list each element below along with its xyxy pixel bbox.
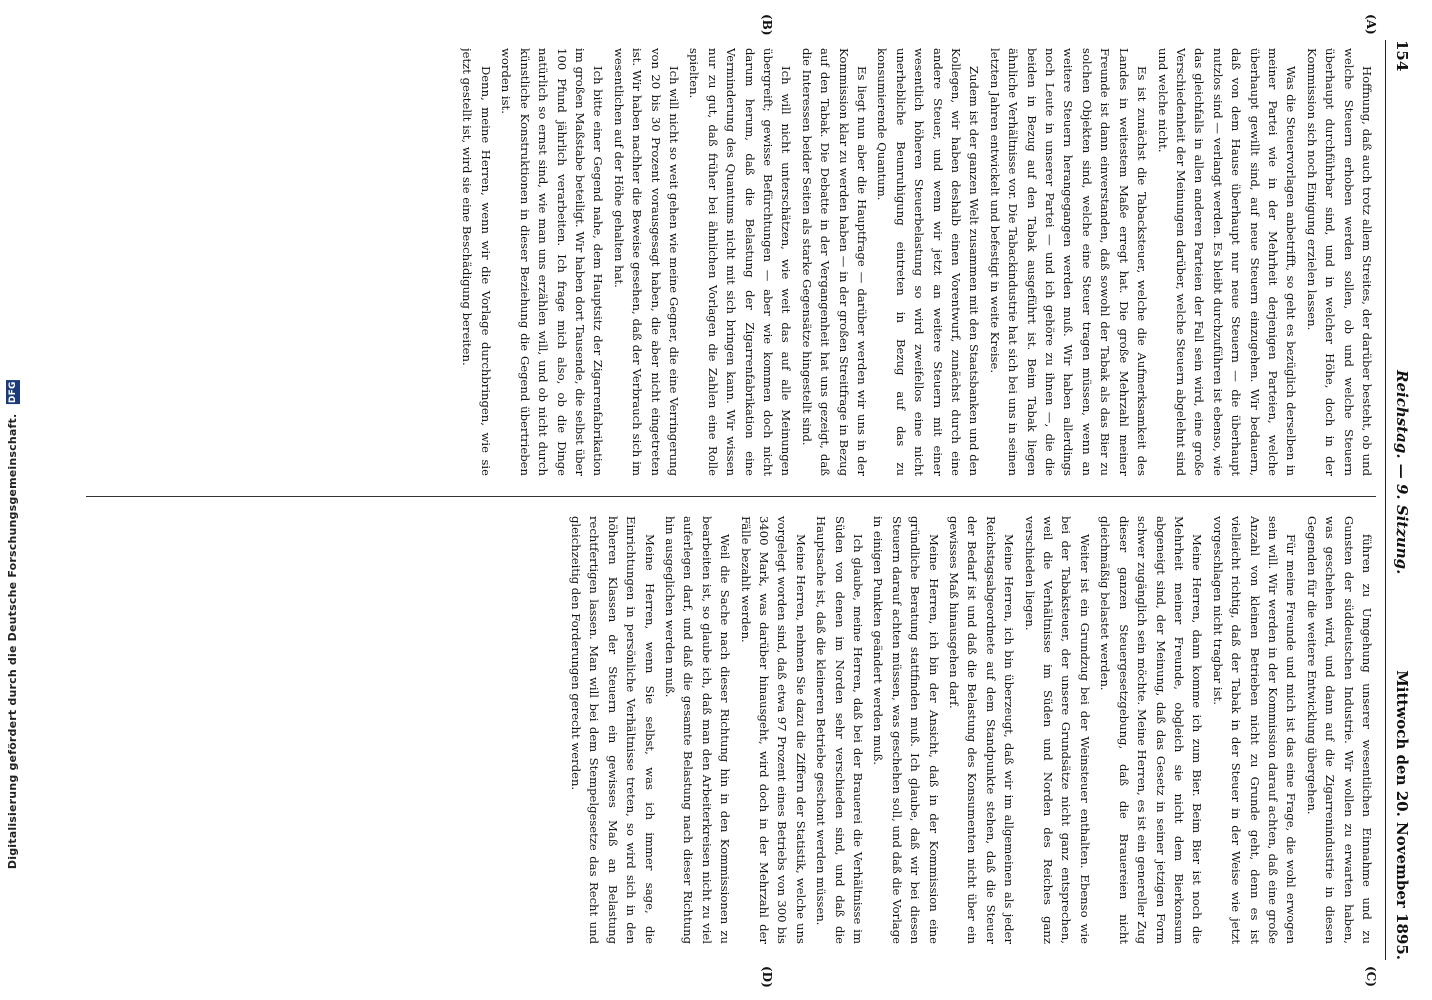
right-column — [86, 516, 1376, 944]
left-column-paragraph: Ich will nicht unterschätzen, wie weit das auf alle Meinungen übergreift; gewisse Befürchtungen — aber wie kommen doch nicht darum herum, daß die Belastung der Zigarrenfabrikation eine Verminderung des Quantums nicht mit sich bringen kann. Wir wissen nur zu gut, daß früher bei ähnlichen Vorlagen die Zahlen eine Rolle spielten. — [687, 48, 794, 476]
dfg-logo: DFG — [8, 381, 18, 403]
page-title: Reichstag. — 9. Sitzung. — [1393, 370, 1411, 575]
page-number: 154 — [1393, 40, 1411, 72]
left-column-paragraph: Was die Steuervorlagen anbetrifft, so geht es bezüglich derselben in meiner Partei wie in der Mehrheit derjenigen Parteien, welche überhaupt gewillt sind, auf neue Steuern einzugehen. Wir bedauern, daß von dem Hause überhaupt nur neue Steuern — die überhaupt nutzlos sind — verlangt werden. Es bleibt durchzuführen ist ebenso, wie das gleichfalls in allen anderen Parteien der Fall sein wird, eine große Verschiedenheit der Meinungen darüber, welche Steuern abgelehnt sind und welche nicht. — [1155, 48, 1299, 476]
rotated-content — [74, 14, 1414, 988]
left-column-paragraph: Es liegt nun aber die Hauptfrage — darüber werden wir uns in der Kommission klar zu werden haben — in der großen Streitfrage in Bezug auf den Tabak. Die Debatte in der Vergangenheit hat uns gezeigt, daß die Interessen beider Seiten als starke Gegensätze hingestellt sind. — [799, 48, 870, 476]
left-column-paragraph: Zudem ist der ganzen Welt zusammen mit den Staatsbanken und den Kollegen, wir haben deshalb einen Vorentwurf, zunächst durch eine andere Steuer, und wenn wir jetzt an weitere Steuern mit einer wesentlich höheren Steuerbelastung so wird zweifellos eine nicht unerhebliche Beunruhigung eintreten in Bezug auf das zu konsumierende Quantum. — [875, 48, 982, 476]
margin-marker-c: (C) — [1364, 966, 1378, 987]
left-column — [86, 48, 1376, 476]
margin-marker-b: (B) — [760, 14, 774, 36]
digitization-credit — [6, 380, 20, 869]
right-column-paragraph: Meine Herren, ich bin überzeugt, daß wir im allgemeinen als jeder Reichstagsabgeordnete auf dem Standpunkte stehen, daß die Steuer der Bedarf ist und daß die Belastung des Konsumenten nicht über ein gewisses Maß hinausgehen darf. — [947, 516, 1017, 944]
left-column-paragraph: Ich bitte einer Gegend nahe, dem Hauptsitz der Zigarrenfabrikation im großen Maßstabe beteiligt. Wir haben dort Tausende, die selbst über 100 Pfund jährlich verarbeiten. Ich frage mich also, ob die Dinge natürlich so ernst sind, wie man uns erzählen will, und ob nicht durch künstliche Konstruktionen in dieser Beziehung die Gegend übertrieben worden ist. — [499, 48, 606, 476]
right-column-paragraph: Meine Herren, wenn Sie selbst, was ich immer sage, die Einrichtungen in persönliche Verhältnisse treten, so wird sich in den höheren Klassen der Steuern ein gewisses Maß an Belastung rechtfertigen lassen. Man will bei dem Stempelgesetze das Recht und gleichzeitig den Forderungen gerecht werden. — [568, 516, 657, 944]
right-column-paragraph: Weil die Sache nach dieser Richtung hin in den Kommissionen zu bearbeiten ist, so glaube ich, daß man den Arbeiterkreisen nicht zu viel auferlegen darf, und daß die gesamte Belastung nach dieser Richtung hin ausgeglichen werden muß. — [662, 516, 733, 944]
left-column-paragraph: Es ist zunächst die Tabacksteuer, welche die Aufmerksamkeit des Landes in weitestem Maße erregt hat. Die große Mehrzahl meiner Freunde ist dann einverstanden, daß sowohl der Tabak als das Bier zu solchen Objekten sind, welche eine Steuer tragen müssen, wenn an weitere Steuern herangegangen werden muß. Wir haben allerdings noch Leute in unserer Partei — und ich gehöre zu ihnen —, die die beiden in Bezug auf den Tabak ausgeführt ist. Beim Tabak liegen ähnliche Verhältnisse vor. Die Tabackindustrie hat sich bei uns in seinen letzten Jahren entwickelt und befestigt in weite Kreise. — [987, 48, 1150, 476]
right-column-paragraph: Für meine Freunde und mich ist das eine Frage, die wohl erwogen sein will. Wir werden in der Kommission darauf achten, daß eine große Anzahl von kleinen Betrieben nicht zu Grunde geht, denn es ist vielleicht richtig, daß der Tabak in der Steuer in der Weise wie jetzt vorgeschlagen nicht tragbar ist. — [1210, 516, 1299, 944]
page-date: Mittwoch den 20. November 1895. — [1393, 670, 1411, 960]
page-header — [1385, 40, 1414, 960]
right-column-paragraph: Meine Herren, dann komme ich zum Bier. Beim Bier ist noch die Mehrheit meiner Freunde, obgleich sie nicht dem Bierkonsum abgeneigt sind, der Meinung, daß das Gesetz in seiner jetzigen Form schwer zugänglich sein möchte. Meine Herren, es ist ein genereller Zug dieser ganzen Steuergesetzgebung, daß die Brauereien nicht gleichmäßig belastet werden. — [1098, 516, 1205, 944]
left-column-paragraph: Ich will nicht so weit gehen wie meine Gegner, die eine Verringerung von 20 bis 30 Prozent vorausgesagt haben, die aber nicht eingetreten ist. Wir haben nachher die Beweise gesehen, daß der Verbrauch sich im wesentlichen auf der Höhe gehalten hat. — [611, 48, 681, 476]
left-column-paragraph: Hoffnung, daß auch trotz allem Streites, der darüber besteht, ob und welche Steuern erhoben werden sollen, ob und welche Steuern überhaupt durchführbar sind, und in welcher Höhe, doch in der Kommission sich noch Einigung erzielen lassen. — [1304, 48, 1374, 476]
right-column-paragraph: Meine Herren, nehmen Sie dazu die Ziffern der Statistik, welche uns vorgelegt worden sind, daß etwa 97 Prozent eines Betriebs von 300 bis 3400 Mark, was darüber hinausgeht, wird doch in der Mehrzahl der Fälle bezahlt werden. — [738, 516, 808, 944]
right-column-paragraph: führen zu Umgehung unserer wesentlichen Einnahme und zu Gunsten der süddeutschen Industrie. Wir wollen zu erwarten haben, was geschehen wird, und dann auf die Zigarrenindustrie in diesen Gegenden für die weitere Entwicklung übergehen. — [1304, 516, 1374, 944]
margin-marker-a: (A) — [1364, 14, 1378, 35]
rotated-page — [74, 14, 1414, 988]
right-column-paragraph: Meine Herren, ich bin der Ansicht, daß in der Kommission eine gründliche Beratung stattfinden muß. Ich glaube, daß wir bei diesen Steuern darauf achten müssen, was geschehen soll, und daß die Vorlage in einigen Punkten geändert werden muß. — [871, 516, 941, 944]
right-column-paragraph: Weiter ist ein Grundzug bei der Weinsteuer enthalten. Ebenso wie bei der Tabaksteuer, der unsere Grundsätze nicht ganz entsprechen, weil die Verhältnisse im Süden und Norden des Reiches ganz verschieden liegen. — [1022, 516, 1092, 944]
column-divider — [86, 496, 1376, 497]
margin-marker-d: (D) — [760, 966, 774, 988]
right-column-paragraph: Ich glaube, meine Herren, daß bei der Brauerei die Verhältnisse im Süden von denen im Norden sehr verschieden sind, und daß die Hauptsache ist, daß die kleineren Betriebe geschont werden müssen. — [814, 516, 866, 944]
digitization-credit-text: Digitalisierung gefördert durch die Deutsche Forschungsgemeinschaft. — [6, 413, 19, 870]
left-column-paragraph: Denn, meine Herren, wenn wir die Vorlage durchbringen, wie sie jetzt gestellt ist, wird sie eine Beschädigung bereiten. — [460, 48, 493, 476]
